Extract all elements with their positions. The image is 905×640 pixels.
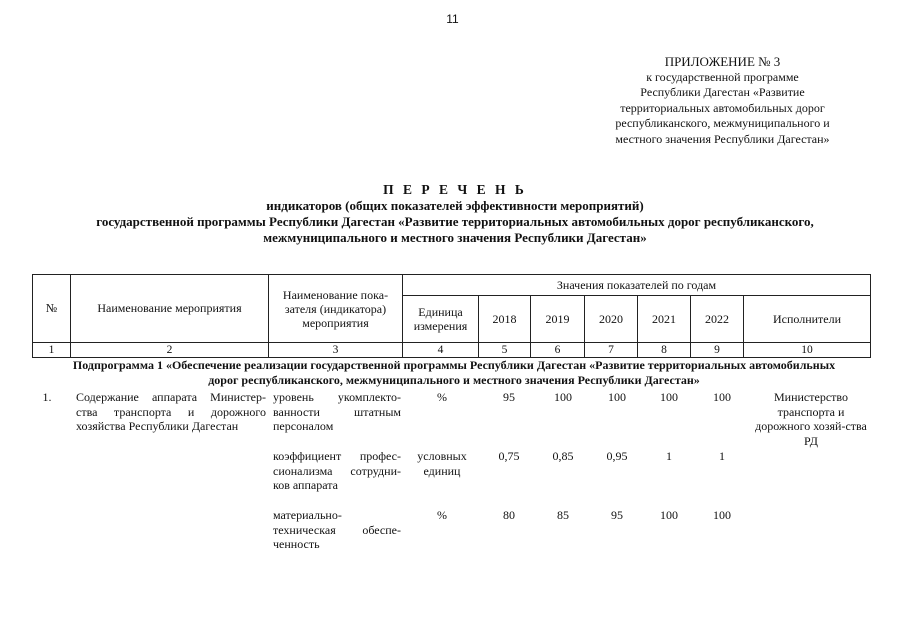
appendix-title: ПРИЛОЖЕНИЕ № 3 xyxy=(664,54,781,69)
value-2022: 1 xyxy=(719,449,725,463)
heading-subtitle: индикаторов (общих показателей эффективности мероприятий) xyxy=(266,198,644,213)
value-2018: 80 xyxy=(503,508,515,522)
value-2020: 95 xyxy=(611,508,623,522)
header-year: 2020 xyxy=(585,296,638,343)
appendix-block xyxy=(590,54,855,147)
column-number: 10 xyxy=(744,343,871,358)
column-number: 5 xyxy=(479,343,531,358)
column-number: 4 xyxy=(403,343,479,358)
event-name: Содержание аппарата Министер-ства транспорта и дорожного хозяйства Республики Дагестан xyxy=(76,390,266,433)
value-2021: 100 xyxy=(660,390,678,404)
row-number: 1. xyxy=(42,390,52,404)
indicator-name: уровень укомплекто-ванности штатным персоналом xyxy=(273,390,401,433)
header-unit: Единица измерения xyxy=(403,296,479,343)
column-number: 8 xyxy=(638,343,691,358)
heading-title: П Е Р Е Ч Е Н Ь xyxy=(383,182,527,197)
column-number: 1 xyxy=(33,343,71,358)
unit-cell: % xyxy=(437,508,447,522)
subprogram-line: Подпрограмма 1 «Обеспечение реализации государственной программы Республики Дагестан «Развитие территориальных автомобильных xyxy=(72,358,836,372)
value-2021: 1 xyxy=(666,449,672,463)
header-year: 2022 xyxy=(691,296,744,343)
value-2019: 85 xyxy=(557,508,569,522)
page-number: 11 xyxy=(446,12,459,26)
value-2018: 95 xyxy=(503,390,515,404)
appendix-line: к государственной программе xyxy=(646,69,799,84)
subprogram-line: дорог республиканского, межмуниципального и местного значения Республики Дагестан» xyxy=(208,373,700,387)
value-2019: 100 xyxy=(554,390,572,404)
unit-cell: условных единиц xyxy=(417,449,467,478)
header-values-group: Значения показателей по годам xyxy=(403,275,871,296)
appendix-line: местного значения Республики Дагестан» xyxy=(615,131,830,146)
indicator-name: материально-техническая обеспе-ченность xyxy=(273,508,401,551)
column-number: 7 xyxy=(585,343,638,358)
document-heading xyxy=(30,182,880,246)
header-year: 2021 xyxy=(638,296,691,343)
heading-program-line: государственной программы Республики Дагестан «Развитие территориальных автомобильных дорог республиканского, xyxy=(96,214,814,229)
value-2022: 100 xyxy=(713,508,731,522)
indicator-name: коэффициент профес-сионализма сотрудни-ков аппарата xyxy=(273,449,401,492)
appendix-line: территориальных автомобильных дорог xyxy=(620,100,825,115)
header-year: 2019 xyxy=(531,296,585,343)
header-indicator: Наименование пока-зателя (индикатора) мероприятия xyxy=(269,275,403,343)
header-event: Наименование мероприятия xyxy=(71,275,269,343)
value-2021: 100 xyxy=(660,508,678,522)
unit-cell: % xyxy=(437,390,447,404)
header-year: 2018 xyxy=(479,296,531,343)
value-2019: 0,85 xyxy=(552,449,574,463)
heading-program-line: межмуниципального и местного значения Республики Дагестан» xyxy=(263,230,647,245)
column-number: 9 xyxy=(691,343,744,358)
subprogram-title xyxy=(34,358,874,388)
value-2020: 100 xyxy=(608,390,626,404)
executor-cell: Министерство транспорта и дорожного хозяй-ства РД xyxy=(755,390,867,448)
column-number: 6 xyxy=(531,343,585,358)
value-2018: 0,75 xyxy=(498,449,520,463)
column-number: 3 xyxy=(269,343,403,358)
header-num: № xyxy=(33,275,71,343)
column-number: 2 xyxy=(71,343,269,358)
value-2022: 100 xyxy=(713,390,731,404)
indicators-table-header xyxy=(32,274,871,358)
header-executors: Исполнители xyxy=(744,296,871,343)
appendix-line: республиканского, межмуниципального и xyxy=(615,116,830,130)
value-2020: 0,95 xyxy=(606,449,628,463)
appendix-line: Республики Дагестан «Развитие xyxy=(640,85,805,99)
